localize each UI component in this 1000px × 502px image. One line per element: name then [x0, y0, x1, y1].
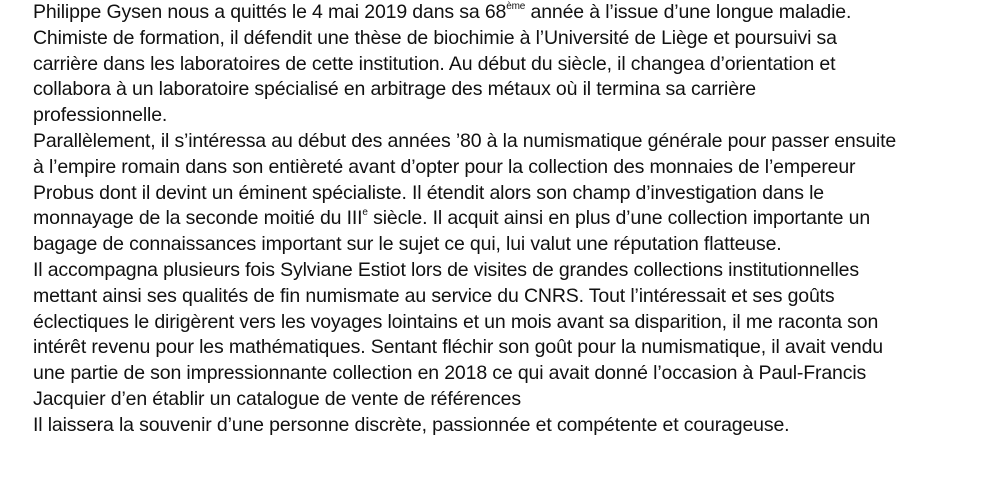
- text-line: [33, 0, 993, 26]
- text-segment: siècle. Il acquit ainsi en plus d’une collection importante un: [367, 207, 871, 230]
- paragraph-biography: [33, 0, 993, 129]
- paragraph-collections: [33, 258, 993, 413]
- obituary-text: [33, 0, 993, 439]
- text-line: mettant ainsi ses qualités de fin numismate au service du CNRS. Tout l’intéressait et ses goûts: [33, 284, 835, 307]
- text-line: Jacquier d’en établir un catalogue de vente de références: [33, 387, 521, 410]
- text-segment: année à l’issue d’une longue maladie.: [525, 1, 852, 23]
- text-segment: Philippe Gysen nous a quittés le 4 mai 2019 dans sa 68: [33, 1, 507, 23]
- text-line: éclectiques le dirigèrent vers les voyages lointains et un mois avant sa disparition, il me raconta son: [33, 310, 879, 333]
- text-line: carrière dans les laboratoires de cette institution. Au début du siècle, il changea d’orientation et: [33, 52, 836, 75]
- paragraph-closing: [33, 413, 993, 439]
- text-line: Il laissera la souvenir d’une personne discrète, passionnée et compétente et courageuse.: [33, 413, 790, 436]
- superscript: e: [362, 206, 368, 218]
- text-line: Chimiste de formation, il défendit une thèse de biochimie à l’Université de Liège et poursuivi sa: [33, 26, 837, 49]
- text-line: à l’empire romain dans son entièreté avant d’opter pour la collection des monnaies de l’empereur: [33, 155, 856, 178]
- superscript: ème: [506, 0, 526, 12]
- text-line: [33, 206, 993, 232]
- text-line: professionnelle.: [33, 104, 168, 127]
- text-line: collabora à un laboratoire spécialisé en arbitrage des métaux où il termina sa carrière: [33, 78, 756, 101]
- text-line: une partie de son impressionnante collection en 2018 ce qui avait donné l’occasion à Paul-Francis: [33, 362, 867, 385]
- text-segment: monnayage de la seconde moitié du III: [33, 207, 363, 230]
- text-line: intérêt revenu pour les mathématiques. Sentant fléchir son goût pour la numismatique, il avait vendu: [33, 336, 883, 359]
- paragraph-numismatics: [33, 129, 993, 258]
- text-line: bagage de connaissances important sur le sujet ce qui, lui valut une réputation flatteuse.: [33, 233, 782, 256]
- text-line: Il accompagna plusieurs fois Sylviane Estiot lors de visites de grandes collections institutionnelles: [33, 258, 859, 281]
- text-line: Probus dont il devint un éminent spécialiste. Il étendit alors son champ d’investigation dans le: [33, 181, 824, 204]
- text-line: Parallèlement, il s’intéressa au début des années ’80 à la numismatique générale pour passer ensuite: [33, 129, 897, 152]
